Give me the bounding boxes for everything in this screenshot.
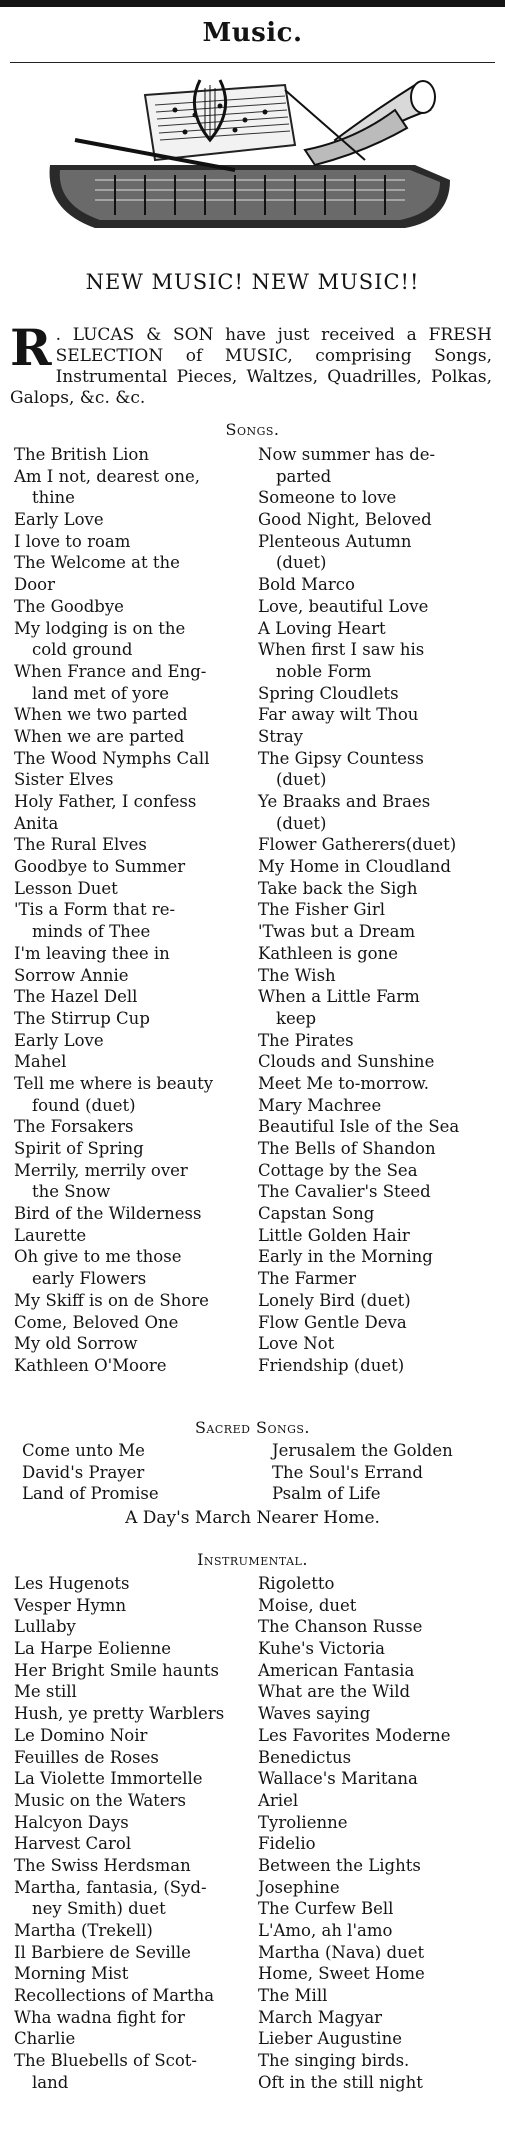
song-title: Ye Braaks and Braes bbox=[258, 792, 431, 811]
instrumental-title: ney Smith) duet bbox=[32, 1899, 166, 1919]
sacred-song-title: Come unto Me bbox=[22, 1441, 145, 1460]
instrumental-title: Recollections of Martha bbox=[14, 1986, 215, 2006]
song-title: The Farmer bbox=[258, 1269, 356, 1289]
song-title: Bird of the Wilderness bbox=[14, 1204, 202, 1224]
instrumental-title: The Curfew Bell bbox=[258, 1899, 394, 1919]
instrumental-title: Fidelio bbox=[258, 1834, 316, 1854]
song-title: 'Twas but a Dream bbox=[258, 922, 416, 942]
song-title: When we two parted bbox=[14, 705, 188, 725]
sacred-right-column bbox=[272, 1440, 453, 1505]
instrumental-title: Between the Lights bbox=[258, 1855, 421, 1875]
song-title: A Loving Heart bbox=[258, 618, 386, 638]
song-title: Kathleen is gone bbox=[258, 943, 398, 963]
songs-left-column bbox=[14, 444, 213, 1377]
instrumental-title: Feuilles de Roses bbox=[14, 1747, 159, 1767]
song-title: Early in the Morning bbox=[258, 1247, 433, 1267]
intro-paragraph bbox=[10, 318, 492, 409]
song-title: The Wood Nymphs Call bbox=[14, 748, 210, 768]
music-instruments-engraving bbox=[35, 70, 465, 240]
instrumental-title: Charlie bbox=[14, 2029, 76, 2049]
instrumental-title: American Fantasia bbox=[258, 1660, 415, 1680]
song-title: Take back the Sigh bbox=[258, 878, 418, 898]
song-title: Come, Beloved One bbox=[14, 1312, 179, 1332]
instrumental-title: L'Amo, ah l'amo bbox=[258, 1921, 393, 1940]
sacred-song-title: Psalm of Life bbox=[272, 1484, 381, 1504]
song-title: My lodging is on the bbox=[14, 618, 186, 638]
instrumental-title: Harvest Carol bbox=[14, 1834, 132, 1854]
instrumental-title: Benedictus bbox=[258, 1747, 352, 1767]
section-heading: Music. bbox=[202, 18, 303, 48]
song-title: minds of Thee bbox=[32, 922, 151, 942]
song-title: I'm leaving thee in bbox=[14, 943, 170, 963]
song-title: The Hazel Dell bbox=[14, 987, 138, 1007]
song-title: 'Tis a Form that re- bbox=[14, 900, 176, 920]
song-title: The Welcome at the bbox=[14, 553, 180, 573]
instrumental-title: Le Domino Noir bbox=[14, 1725, 148, 1745]
instrumental-title: The Swiss Herdsman bbox=[14, 1855, 191, 1875]
instrumental-title: Me still bbox=[14, 1682, 77, 1702]
instrumental-title: Lieber Augustine bbox=[258, 2029, 402, 2049]
instrumental-title: Rigoletto bbox=[258, 1574, 335, 1593]
instrumental-title: Martha (Trekell) bbox=[14, 1921, 153, 1940]
instrumental-title: La Harpe Eolienne bbox=[14, 1639, 172, 1659]
song-title: (duet) bbox=[276, 813, 327, 833]
song-title: The Stirrup Cup bbox=[14, 1008, 150, 1028]
instrumental-title: Hush, ye pretty Warblers bbox=[14, 1704, 225, 1724]
song-title: Capstan Song bbox=[258, 1204, 375, 1224]
drop-cap: R bbox=[10, 318, 52, 377]
instrumental-title: Oft in the still night bbox=[258, 2072, 423, 2092]
instrumental-title: Ariel bbox=[258, 1790, 299, 1810]
instrumental-title: land bbox=[32, 2072, 69, 2092]
sacred-left-column bbox=[22, 1440, 159, 1505]
instrumental-left-column bbox=[14, 1573, 224, 2094]
song-title: Friendship (duet) bbox=[258, 1355, 405, 1375]
instrumental-title: Her Bright Smile haunts bbox=[14, 1660, 219, 1680]
song-title: Mary Machree bbox=[258, 1095, 382, 1115]
instrumental-title: Lullaby bbox=[14, 1617, 76, 1637]
instrumental-title: The Chanson Russe bbox=[258, 1617, 423, 1637]
song-title: The Rural Elves bbox=[14, 835, 147, 855]
song-title: keep bbox=[276, 1008, 317, 1028]
instrumental-title: Les Hugenots bbox=[14, 1574, 130, 1593]
song-title: My old Sorrow bbox=[14, 1334, 138, 1354]
instrumental-title: La Violette Immortelle bbox=[14, 1769, 203, 1789]
sacred-songs-heading: Sacred Songs. bbox=[194, 1418, 311, 1437]
song-title: Flow Gentle Deva bbox=[258, 1312, 407, 1332]
song-title: Stray bbox=[258, 726, 303, 746]
instrumental-title: Tyrolienne bbox=[258, 1812, 348, 1832]
song-title: When France and Eng- bbox=[14, 661, 207, 681]
instrumental-title: Waves saying bbox=[258, 1704, 371, 1724]
song-title: thine bbox=[32, 488, 75, 508]
song-title: Now summer has de- bbox=[258, 445, 436, 464]
song-title: The Pirates bbox=[258, 1030, 354, 1050]
song-title: Spirit of Spring bbox=[14, 1139, 144, 1158]
instrumental-title: The Mill bbox=[258, 1986, 328, 2006]
sacred-song-title: Land of Promise bbox=[22, 1484, 159, 1504]
song-title: When first I saw his bbox=[258, 640, 425, 660]
instrumental-title: Martha (Nava) duet bbox=[258, 1942, 425, 1962]
song-title: When we are parted bbox=[14, 726, 185, 746]
song-title: Beautiful Isle of the Sea bbox=[258, 1117, 460, 1137]
instrumental-title: Music on the Waters bbox=[14, 1790, 186, 1810]
songs-right-column bbox=[258, 444, 459, 1377]
song-title: The Bells of Shandon bbox=[258, 1139, 436, 1158]
song-title: early Flowers bbox=[32, 1269, 147, 1289]
song-title: Goodbye to Summer bbox=[14, 857, 186, 877]
song-title: Cottage by the Sea bbox=[258, 1160, 418, 1180]
song-title: Anita bbox=[14, 813, 59, 833]
sacred-song-title: Jerusalem the Golden bbox=[272, 1441, 453, 1460]
song-title: Lesson Duet bbox=[14, 878, 118, 898]
song-title: My Home in Cloudland bbox=[258, 857, 451, 877]
song-title: The Gipsy Countess bbox=[258, 748, 424, 768]
song-title: Merrily, merrily over bbox=[14, 1160, 188, 1180]
song-title: Bold Marco bbox=[258, 575, 355, 595]
song-title: Clouds and Sunshine bbox=[258, 1052, 435, 1072]
sacred-song-title: David's Prayer bbox=[22, 1462, 145, 1482]
instrumental-heading: Instrumental. bbox=[197, 1550, 308, 1569]
song-title: (duet) bbox=[276, 770, 327, 790]
song-title: The Goodbye bbox=[14, 596, 124, 616]
song-title: Laurette bbox=[14, 1225, 87, 1245]
song-title: Early Love bbox=[14, 1030, 104, 1050]
song-title: Lonely Bird (duet) bbox=[258, 1290, 411, 1310]
song-title: Little Golden Hair bbox=[258, 1225, 410, 1245]
song-title: Meet Me to-morrow. bbox=[258, 1073, 430, 1093]
instrumental-title: Moise, duet bbox=[258, 1595, 357, 1615]
songs-heading: Songs. bbox=[225, 420, 280, 439]
song-title: Kathleen O'Moore bbox=[14, 1355, 167, 1375]
instrumental-right-column bbox=[258, 1573, 451, 2094]
instrumental-title: Home, Sweet Home bbox=[258, 1964, 425, 1984]
sacred-song-title: The Soul's Errand bbox=[272, 1462, 423, 1482]
song-title: Door bbox=[14, 575, 55, 595]
song-title: I love to roam bbox=[14, 531, 131, 551]
song-title: cold ground bbox=[32, 640, 133, 660]
song-title: The Wish bbox=[258, 965, 336, 985]
instrumental-title: The Bluebells of Scot- bbox=[14, 2051, 197, 2071]
heading-rule bbox=[10, 62, 495, 63]
instrumental-title: March Magyar bbox=[258, 2007, 383, 2027]
song-title: land met of yore bbox=[32, 683, 170, 703]
song-title: parted bbox=[276, 466, 332, 486]
top-rule bbox=[0, 0, 505, 7]
song-title: Am I not, dearest one, bbox=[14, 466, 200, 486]
song-title: Flower Gatherers(duet) bbox=[258, 835, 457, 855]
song-title: Tell me where is beauty bbox=[14, 1073, 214, 1093]
song-title: Plenteous Autumn bbox=[258, 531, 412, 551]
song-title: Sister Elves bbox=[14, 770, 114, 790]
instrumental-title: Wallace's Maritana bbox=[258, 1769, 418, 1789]
song-title: noble Form bbox=[276, 661, 372, 681]
banner-headline: NEW MUSIC! NEW MUSIC!! bbox=[85, 270, 420, 294]
instrumental-title: Vesper Hymn bbox=[14, 1595, 127, 1615]
song-title: Good Night, Beloved bbox=[258, 510, 432, 530]
song-title: Love Not bbox=[258, 1334, 335, 1354]
song-title: found (duet) bbox=[32, 1095, 136, 1115]
song-title: Early Love bbox=[14, 510, 104, 530]
intro-text: . LUCAS & SON have just received a FRESH SELECTION of MUSIC, comprising Songs, Instrumental Pieces, Waltzes, Quadrilles, Polkas, Galops, &c. &c. bbox=[10, 325, 492, 408]
instrumental-title: Halcyon Days bbox=[14, 1812, 129, 1832]
song-title: Holy Father, I confess bbox=[14, 792, 197, 811]
song-title: The British Lion bbox=[14, 445, 149, 464]
song-title: the Snow bbox=[32, 1182, 111, 1202]
song-title: Sorrow Annie bbox=[14, 965, 129, 985]
instrumental-title: Il Barbiere de Seville bbox=[14, 1942, 191, 1962]
song-title: Far away wilt Thou bbox=[258, 705, 419, 725]
song-title: The Cavalier's Steed bbox=[258, 1182, 431, 1202]
song-title: The Fisher Girl bbox=[258, 900, 385, 920]
song-title: Spring Cloudlets bbox=[258, 683, 399, 703]
instrumental-title: Josephine bbox=[258, 1877, 340, 1897]
song-title: Oh give to me those bbox=[14, 1247, 182, 1267]
song-title: (duet) bbox=[276, 553, 327, 573]
sacred-footer-line: A Day's March Nearer Home. bbox=[125, 1508, 380, 1528]
song-title: Someone to love bbox=[258, 488, 397, 508]
instrumental-title: Martha, fantasia, (Syd- bbox=[14, 1877, 207, 1897]
song-title: Mahel bbox=[14, 1052, 67, 1072]
song-title: The Forsakers bbox=[14, 1117, 134, 1137]
instrumental-title: Wha wadna fight for bbox=[14, 2007, 185, 2027]
song-title: My Skiff is on de Shore bbox=[14, 1290, 209, 1310]
song-title: When a Little Farm bbox=[258, 987, 420, 1007]
instrumental-title: The singing birds. bbox=[258, 2051, 410, 2071]
instrumental-title: Les Favorites Moderne bbox=[258, 1725, 451, 1745]
instrumental-title: What are the Wild bbox=[258, 1682, 411, 1702]
instrumental-title: Morning Mist bbox=[14, 1964, 129, 1984]
song-title: Love, beautiful Love bbox=[258, 596, 429, 616]
instrumental-title: Kuhe's Victoria bbox=[258, 1639, 385, 1659]
